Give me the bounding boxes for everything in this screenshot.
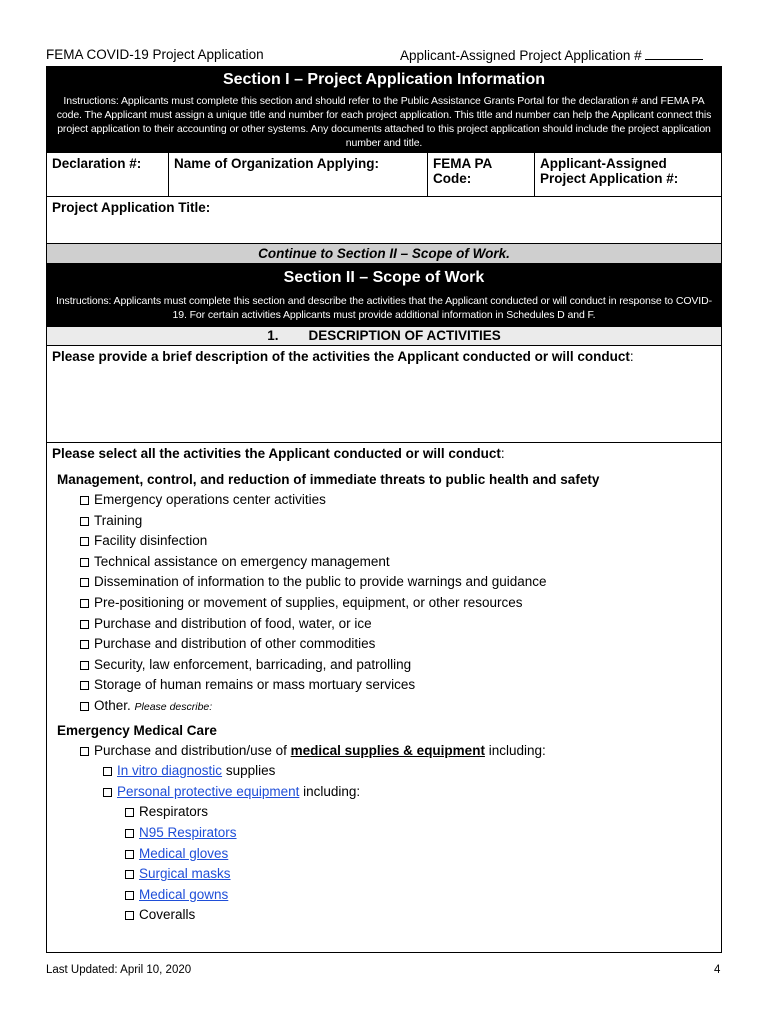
- ppe-subitem-link[interactable]: N95 Respirators: [139, 824, 237, 840]
- section1-fields-row: [47, 152, 721, 196]
- management-item[interactable]: [47, 490, 721, 511]
- ppe-subitem[interactable]: [47, 844, 721, 865]
- management-item[interactable]: [47, 614, 721, 635]
- checkbox[interactable]: [80, 681, 89, 690]
- management-item[interactable]: [47, 572, 721, 593]
- medical-purchase-prefix: Purchase and distribution/use of: [94, 742, 287, 758]
- checkbox[interactable]: [80, 578, 89, 587]
- declaration-field[interactable]: Declaration #:: [47, 153, 169, 196]
- continue-banner: Continue to Section II – Scope of Work.: [47, 243, 721, 263]
- medical-supplies-term: medical supplies & equipment: [290, 742, 485, 758]
- section2-title: Section II – Scope of Work: [47, 263, 721, 292]
- ppe-subitem[interactable]: [47, 864, 721, 885]
- footer-updated: Last Updated: April 10, 2020: [46, 964, 192, 976]
- application-form: [46, 66, 722, 953]
- checkbox[interactable]: [103, 788, 112, 797]
- section1-title: Section I – Project Application Information: [47, 67, 721, 93]
- ppe-subitem-link[interactable]: Medical gloves: [139, 845, 229, 861]
- pa-code-field[interactable]: FEMA PA Code:: [428, 153, 535, 196]
- checkbox[interactable]: [80, 620, 89, 629]
- header-title: FEMA COVID-19 Project Application: [46, 47, 264, 62]
- management-item-label: Technical assistance on emergency management: [94, 553, 390, 569]
- ppe-link[interactable]: Personal protective equipment: [117, 783, 300, 799]
- management-item-label: Storage of human remains or mass mortuary services: [94, 677, 416, 693]
- section1-title-row: [47, 196, 721, 243]
- section2-instructions: Instructions: Applicants must complete this section and describe the activities that the Applicant conducted or will conduct in response to COVID-19. For certain activities Applicants must provide additional information in Schedules D and F.: [47, 292, 721, 326]
- ppe-subitem[interactable]: [47, 885, 721, 906]
- management-list: [47, 490, 721, 717]
- checkbox[interactable]: [80, 661, 89, 670]
- management-item-label: Facility disinfection: [94, 533, 208, 549]
- ivd-suffix: supplies: [225, 763, 276, 779]
- ppe-subitem[interactable]: [47, 823, 721, 844]
- header-application-number-label: Applicant-Assigned Project Application #: [400, 48, 642, 63]
- management-item-label: Purchase and distribution of other commodities: [94, 636, 376, 652]
- ppe-subitem[interactable]: [47, 905, 721, 926]
- ppe-subitem-link[interactable]: Medical gowns: [139, 886, 229, 902]
- management-item[interactable]: [47, 675, 721, 696]
- checkbox[interactable]: [125, 891, 134, 900]
- checkbox[interactable]: [103, 767, 112, 776]
- select-prompt-colon: :: [500, 446, 505, 461]
- medical-heading: Emergency Medical Care: [57, 722, 217, 738]
- checkbox[interactable]: [80, 517, 89, 526]
- checkbox[interactable]: [80, 558, 89, 567]
- description-number: 1.: [267, 328, 279, 343]
- header-application-number: [400, 47, 703, 63]
- app-number-field[interactable]: Applicant-Assigned Project Application #:: [540, 156, 679, 186]
- management-heading: Management, control, and reduction of immediate threats to public health and safety: [57, 472, 600, 487]
- checkbox[interactable]: [80, 599, 89, 608]
- description-heading-text: DESCRIPTION OF ACTIVITIES: [308, 328, 501, 343]
- checkbox[interactable]: [125, 829, 134, 838]
- checkbox[interactable]: [80, 747, 89, 756]
- management-item-other[interactable]: [47, 696, 721, 717]
- checkbox[interactable]: [80, 537, 89, 546]
- checkbox[interactable]: [125, 911, 134, 920]
- management-item-label: Emergency operations center activities: [94, 492, 326, 507]
- describe-prompt: [47, 346, 639, 442]
- checkbox[interactable]: [80, 496, 89, 505]
- other-label: Other.: [94, 697, 131, 713]
- management-item[interactable]: [47, 531, 721, 552]
- management-item-label: Dissemination of information to the public to provide warnings and guidance: [94, 574, 547, 590]
- describe-prompt-colon: :: [629, 349, 634, 364]
- description-heading: [47, 326, 721, 345]
- management-item-label: Security, law enforcement, barricading, and patrolling: [94, 656, 412, 672]
- management-item[interactable]: [47, 634, 721, 655]
- page-header: [46, 47, 720, 65]
- checkbox[interactable]: [80, 702, 89, 711]
- section1-instructions: Instructions: Applicants must complete this section and should refer to the Public Assistance Grants Portal for the declaration # and FEMA PA code. The Applicant must assign a unique title and number for each project application. This title and number can help the Applicant connect this project application to their accounting or other systems. Any documents attached to this project application should include the project application number and title.: [47, 93, 721, 152]
- management-item[interactable]: [47, 511, 721, 532]
- organization-field[interactable]: Name of Organization Applying:: [169, 153, 428, 196]
- describe-prompt-text: Please provide a brief description of the activities the Applicant conducted or will conduct: [52, 349, 630, 364]
- project-title-field[interactable]: Project Application Title:: [52, 200, 211, 215]
- medical-purchase-item[interactable]: [47, 741, 721, 762]
- checkbox[interactable]: [125, 808, 134, 817]
- management-item-label: Pre-positioning or movement of supplies, equipment, or other resources: [94, 594, 523, 610]
- ivd-link[interactable]: In vitro diagnostic: [117, 763, 223, 779]
- ppe-subitem-link[interactable]: Surgical masks: [139, 866, 231, 882]
- checkbox[interactable]: [125, 850, 134, 859]
- medical-list: [47, 741, 721, 926]
- describe-row[interactable]: [47, 345, 721, 442]
- select-prompt-text: Please select all the activities the Applicant conducted or will conduct: [52, 446, 501, 461]
- management-item[interactable]: [47, 552, 721, 573]
- footer-page-number: 4: [714, 964, 721, 976]
- select-block: [47, 442, 721, 926]
- ppe-subitem-label: Coveralls: [139, 907, 196, 923]
- checkbox[interactable]: [125, 870, 134, 879]
- ppe-subitem[interactable]: [47, 802, 721, 823]
- medical-purchase-suffix: including:: [488, 742, 546, 758]
- checkbox[interactable]: [80, 640, 89, 649]
- management-item-label: Purchase and distribution of food, water, or ice: [94, 615, 372, 631]
- select-prompt: [47, 443, 721, 464]
- management-item-label: Training: [94, 512, 143, 528]
- ivd-item[interactable]: [47, 761, 721, 782]
- management-item[interactable]: [47, 655, 721, 676]
- other-hint: Please describe:: [134, 700, 213, 713]
- management-item[interactable]: [47, 593, 721, 614]
- ppe-subitem-label: Respirators: [139, 804, 209, 820]
- ppe-item[interactable]: [47, 782, 721, 803]
- ppe-suffix: including:: [303, 783, 361, 799]
- application-number-blank[interactable]: [645, 47, 703, 60]
